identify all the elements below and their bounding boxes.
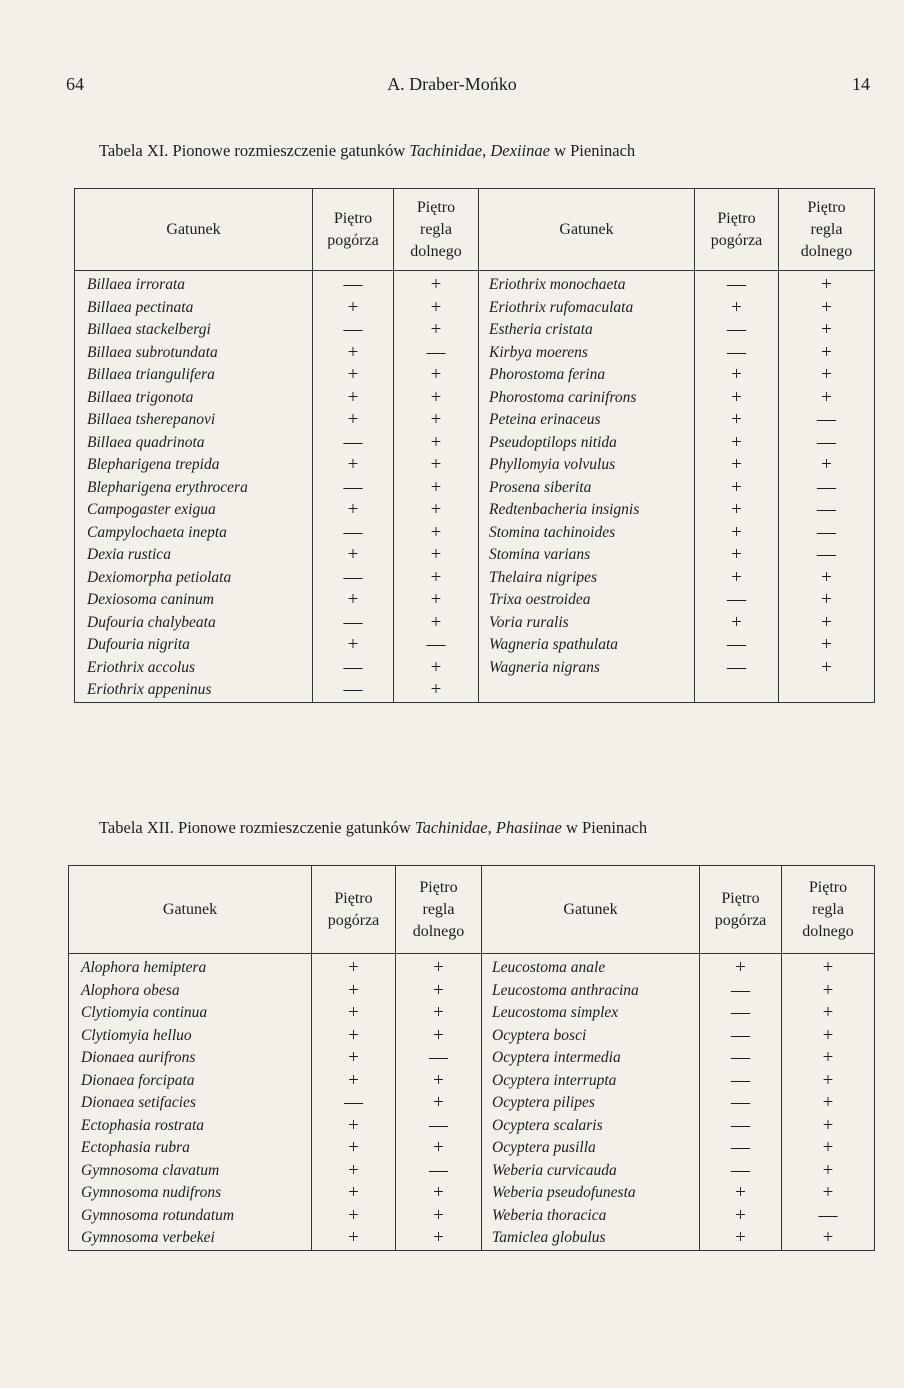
montane-mark: —	[779, 522, 875, 545]
foothill-mark: —	[313, 657, 394, 680]
montane-mark: +	[394, 319, 479, 342]
table-row	[75, 634, 875, 657]
species-name: Prosena siberita	[479, 477, 695, 500]
montane-mark: +	[779, 454, 875, 477]
species-name: Leucostoma simplex	[482, 1002, 700, 1025]
species-name: Dexiomorpha petiolata	[75, 567, 313, 590]
montane-mark: +	[779, 657, 875, 680]
foothill-mark: +	[313, 387, 394, 410]
montane-mark: +	[396, 980, 482, 1003]
table-row	[69, 954, 875, 980]
table-row	[75, 432, 875, 455]
species-name: Dexia rustica	[75, 544, 313, 567]
montane-mark: +	[782, 1047, 875, 1070]
foothill-mark: —	[700, 1002, 782, 1025]
species-name: Gymnosoma rotundatum	[69, 1205, 312, 1228]
montane-mark: +	[394, 522, 479, 545]
col-foothill: Piętro pogórza	[313, 189, 394, 271]
montane-mark: +	[782, 1092, 875, 1115]
table-row	[75, 342, 875, 365]
foothill-mark: —	[313, 612, 394, 635]
foothill-mark: +	[312, 1227, 396, 1250]
species-name: Billaea pectinata	[75, 297, 313, 320]
species-name: Blepharigena trepida	[75, 454, 313, 477]
table-row	[75, 522, 875, 545]
foothill-mark: —	[695, 319, 779, 342]
col-foothill: Piętro pogórza	[312, 866, 396, 954]
species-name: Ocyptera intermedia	[482, 1047, 700, 1070]
foothill-mark: —	[700, 1092, 782, 1115]
foothill-mark: +	[695, 297, 779, 320]
montane-mark: +	[394, 679, 479, 702]
montane-mark: +	[396, 1025, 482, 1048]
species-name: Campylochaeta inepta	[75, 522, 313, 545]
table-12-caption: Tabela XII. Pionowe rozmieszczenie gatunków Tachinidae, Phasiinae w Pieninach	[99, 818, 648, 837]
table-row	[75, 271, 875, 297]
foothill-mark: —	[700, 1025, 782, 1048]
col-montane: Piętro regla dolnego	[782, 866, 875, 954]
montane-mark: —	[782, 1205, 875, 1228]
foothill-mark: —	[695, 342, 779, 365]
species-name: Dionaea forcipata	[69, 1070, 312, 1093]
montane-mark: —	[779, 477, 875, 500]
table-row	[69, 1115, 875, 1138]
species-name: Leucostoma anale	[482, 954, 700, 980]
foothill-mark: +	[695, 522, 779, 545]
species-name: Alophora obesa	[69, 980, 312, 1003]
montane-mark: +	[394, 612, 479, 635]
table-row	[69, 1227, 875, 1250]
table-row	[69, 1092, 875, 1115]
table-12	[68, 865, 875, 1251]
montane-mark: —	[394, 634, 479, 657]
species-name: Phorostoma carinifrons	[479, 387, 695, 410]
species-name: Trixa oestroidea	[479, 589, 695, 612]
montane-mark: +	[782, 1002, 875, 1025]
species-name: Dionaea setifacies	[69, 1092, 312, 1115]
montane-mark: +	[396, 954, 482, 980]
table-11-caption: Tabela XI. Pionowe rozmieszczenie gatunków Tachinidae, Dexiinae w Pieninach	[99, 141, 636, 160]
species-name: Dexiosoma caninum	[75, 589, 313, 612]
foothill-mark: —	[695, 271, 779, 297]
foothill-mark: +	[695, 364, 779, 387]
species-name: Dionaea aurifrons	[69, 1047, 312, 1070]
foothill-mark: —	[313, 319, 394, 342]
foothill-mark: +	[695, 454, 779, 477]
table-row	[75, 567, 875, 590]
foothill-mark: +	[312, 1002, 396, 1025]
montane-mark: +	[394, 544, 479, 567]
foothill-mark: +	[313, 297, 394, 320]
foothill-mark: +	[700, 1227, 782, 1250]
foothill-mark: +	[313, 499, 394, 522]
foothill-mark: +	[312, 1160, 396, 1183]
montane-mark: +	[394, 477, 479, 500]
foothill-mark: —	[313, 567, 394, 590]
species-name: Voria ruralis	[479, 612, 695, 635]
table-row	[75, 319, 875, 342]
species-name: Ectophasia rostrata	[69, 1115, 312, 1138]
table-row	[69, 1205, 875, 1228]
montane-mark: +	[396, 1227, 482, 1250]
foothill-mark: —	[695, 634, 779, 657]
montane-mark: +	[782, 1115, 875, 1138]
species-name: Ocyptera bosci	[482, 1025, 700, 1048]
species-name: Eriothrix accolus	[75, 657, 313, 680]
species-name: Kirbya moerens	[479, 342, 695, 365]
table-row	[75, 364, 875, 387]
foothill-mark: +	[312, 1047, 396, 1070]
species-name: Eriothrix monochaeta	[479, 271, 695, 297]
table-row	[69, 1137, 875, 1160]
foothill-mark: +	[313, 454, 394, 477]
foothill-mark: —	[700, 1070, 782, 1093]
species-name: Wagneria nigrans	[479, 657, 695, 680]
foothill-mark: +	[312, 954, 396, 980]
species-name: Billaea subrotundata	[75, 342, 313, 365]
species-name: Ocyptera scalaris	[482, 1115, 700, 1138]
species-name: Ocyptera pilipes	[482, 1092, 700, 1115]
table-row	[69, 1182, 875, 1205]
montane-mark: —	[394, 342, 479, 365]
montane-mark: +	[394, 409, 479, 432]
foothill-mark: +	[695, 499, 779, 522]
foothill-mark: +	[313, 589, 394, 612]
col-species: Gatunek	[479, 189, 695, 271]
table-row	[75, 612, 875, 635]
montane-mark: —	[779, 409, 875, 432]
montane-mark	[779, 679, 875, 702]
montane-mark: +	[779, 387, 875, 410]
species-name: Gymnosoma clavatum	[69, 1160, 312, 1183]
montane-mark: +	[394, 567, 479, 590]
table-row	[75, 477, 875, 500]
table-row	[75, 297, 875, 320]
species-name: Billaea irrorata	[75, 271, 313, 297]
species-name: Eriothrix rufomaculata	[479, 297, 695, 320]
species-name: Billaea trigonota	[75, 387, 313, 410]
montane-mark: +	[782, 1025, 875, 1048]
species-name: Clytiomyia helluo	[69, 1025, 312, 1048]
montane-mark: +	[779, 297, 875, 320]
montane-mark: +	[782, 1070, 875, 1093]
foothill-mark: —	[312, 1092, 396, 1115]
foothill-mark: +	[312, 1025, 396, 1048]
species-name: Tamiclea globulus	[482, 1227, 700, 1250]
species-name: Weberia pseudofunesta	[482, 1182, 700, 1205]
species-name: Dufouria chalybeata	[75, 612, 313, 635]
montane-mark: +	[782, 980, 875, 1003]
montane-mark: +	[779, 364, 875, 387]
species-name: Phyllomyia volvulus	[479, 454, 695, 477]
montane-mark: +	[779, 634, 875, 657]
species-name: Eriothrix appeninus	[75, 679, 313, 702]
species-name: Ocyptera interrupta	[482, 1070, 700, 1093]
species-name: Leucostoma anthracina	[482, 980, 700, 1003]
species-name: Ocyptera pusilla	[482, 1137, 700, 1160]
foothill-mark: +	[313, 364, 394, 387]
montane-mark: +	[396, 1070, 482, 1093]
species-name: Weberia thoracica	[482, 1205, 700, 1228]
species-name: Campogaster exigua	[75, 499, 313, 522]
species-name: Blepharigena erythrocera	[75, 477, 313, 500]
species-name: Estheria cristata	[479, 319, 695, 342]
col-montane: Piętro regla dolnego	[396, 866, 482, 954]
montane-mark: +	[396, 1002, 482, 1025]
foothill-mark: +	[695, 544, 779, 567]
species-name: Redtenbacheria insignis	[479, 499, 695, 522]
montane-mark: +	[782, 1137, 875, 1160]
foothill-mark: —	[700, 1137, 782, 1160]
table-row	[75, 679, 875, 702]
montane-mark: —	[779, 432, 875, 455]
montane-mark: —	[779, 544, 875, 567]
foothill-mark: —	[313, 522, 394, 545]
species-name: Billaea quadrinota	[75, 432, 313, 455]
montane-mark: —	[779, 499, 875, 522]
table-row	[75, 544, 875, 567]
foothill-mark: —	[313, 477, 394, 500]
montane-mark: +	[779, 589, 875, 612]
foothill-mark: +	[313, 342, 394, 365]
species-name: Weberia curvicauda	[482, 1160, 700, 1183]
foothill-mark: —	[700, 1047, 782, 1070]
table-row	[75, 499, 875, 522]
table-row	[69, 1002, 875, 1025]
species-name: Pseudoptilops nitida	[479, 432, 695, 455]
montane-mark: +	[779, 567, 875, 590]
table-row	[75, 387, 875, 410]
species-name	[479, 679, 695, 702]
foothill-mark: —	[313, 679, 394, 702]
foothill-mark: +	[313, 409, 394, 432]
montane-mark: +	[394, 589, 479, 612]
foothill-mark: +	[312, 1205, 396, 1228]
species-name: Thelaira nigripes	[479, 567, 695, 590]
foothill-mark: —	[313, 271, 394, 297]
species-name: Billaea triangulifera	[75, 364, 313, 387]
running-head-author: A. Draber-Mońko	[387, 74, 517, 94]
col-montane: Piętro regla dolnego	[394, 189, 479, 271]
montane-mark: +	[779, 342, 875, 365]
foothill-mark: —	[695, 657, 779, 680]
foothill-mark: +	[695, 567, 779, 590]
montane-mark: +	[782, 1227, 875, 1250]
species-name: Stomina tachinoides	[479, 522, 695, 545]
montane-mark: +	[396, 1182, 482, 1205]
foothill-mark: —	[700, 1160, 782, 1183]
foothill-mark: +	[312, 1137, 396, 1160]
col-species: Gatunek	[75, 189, 313, 271]
species-name: Stomina varians	[479, 544, 695, 567]
montane-mark: +	[394, 297, 479, 320]
table-row	[69, 1070, 875, 1093]
montane-mark: +	[394, 454, 479, 477]
table-row	[69, 980, 875, 1003]
foothill-mark: +	[313, 634, 394, 657]
col-foothill: Piętro pogórza	[695, 189, 779, 271]
foothill-mark: —	[700, 1115, 782, 1138]
table-row	[69, 1025, 875, 1048]
species-name: Ectophasia rubra	[69, 1137, 312, 1160]
montane-mark: +	[394, 387, 479, 410]
montane-mark: +	[394, 364, 479, 387]
species-name: Billaea stackelbergi	[75, 319, 313, 342]
foothill-mark: +	[700, 954, 782, 980]
foothill-mark: +	[312, 980, 396, 1003]
foothill-mark	[695, 679, 779, 702]
species-name: Gymnosoma nudifrons	[69, 1182, 312, 1205]
species-name: Dufouria nigrita	[75, 634, 313, 657]
montane-mark: +	[779, 319, 875, 342]
species-name: Phorostoma ferina	[479, 364, 695, 387]
montane-mark: +	[779, 271, 875, 297]
page-number-right: 14	[852, 74, 870, 94]
col-species: Gatunek	[482, 866, 700, 954]
montane-mark: +	[394, 432, 479, 455]
table-row	[75, 589, 875, 612]
table-row	[75, 657, 875, 680]
running-head	[0, 74, 904, 96]
foothill-mark: +	[312, 1070, 396, 1093]
foothill-mark: +	[695, 387, 779, 410]
montane-mark: +	[779, 612, 875, 635]
montane-mark: +	[396, 1137, 482, 1160]
species-name: Wagneria spathulata	[479, 634, 695, 657]
montane-mark: —	[396, 1115, 482, 1138]
species-name: Gymnosoma verbekei	[69, 1227, 312, 1250]
montane-mark: +	[394, 271, 479, 297]
montane-mark: +	[782, 1182, 875, 1205]
foothill-mark: —	[313, 432, 394, 455]
foothill-mark: +	[700, 1182, 782, 1205]
foothill-mark: +	[312, 1115, 396, 1138]
montane-mark: +	[396, 1205, 482, 1228]
foothill-mark: +	[695, 477, 779, 500]
table-row	[75, 409, 875, 432]
montane-mark: +	[394, 657, 479, 680]
col-montane: Piętro regla dolnego	[779, 189, 875, 271]
montane-mark: —	[396, 1160, 482, 1183]
foothill-mark: +	[700, 1205, 782, 1228]
montane-mark: —	[396, 1047, 482, 1070]
table-row	[75, 454, 875, 477]
foothill-mark: —	[695, 589, 779, 612]
table-row	[69, 1047, 875, 1070]
page-number-left: 64	[66, 74, 84, 94]
foothill-mark: +	[313, 544, 394, 567]
foothill-mark: —	[700, 980, 782, 1003]
table-11	[74, 188, 875, 703]
montane-mark: +	[394, 499, 479, 522]
foothill-mark: +	[312, 1182, 396, 1205]
foothill-mark: +	[695, 409, 779, 432]
montane-mark: +	[782, 1160, 875, 1183]
montane-mark: +	[396, 1092, 482, 1115]
species-name: Billaea tsherepanovi	[75, 409, 313, 432]
species-name: Peteina erinaceus	[479, 409, 695, 432]
species-name: Alophora hemiptera	[69, 954, 312, 980]
species-name: Clytiomyia continua	[69, 1002, 312, 1025]
foothill-mark: +	[695, 612, 779, 635]
montane-mark: +	[782, 954, 875, 980]
foothill-mark: +	[695, 432, 779, 455]
col-species: Gatunek	[69, 866, 312, 954]
table-row	[69, 1160, 875, 1183]
col-foothill: Piętro pogórza	[700, 866, 782, 954]
